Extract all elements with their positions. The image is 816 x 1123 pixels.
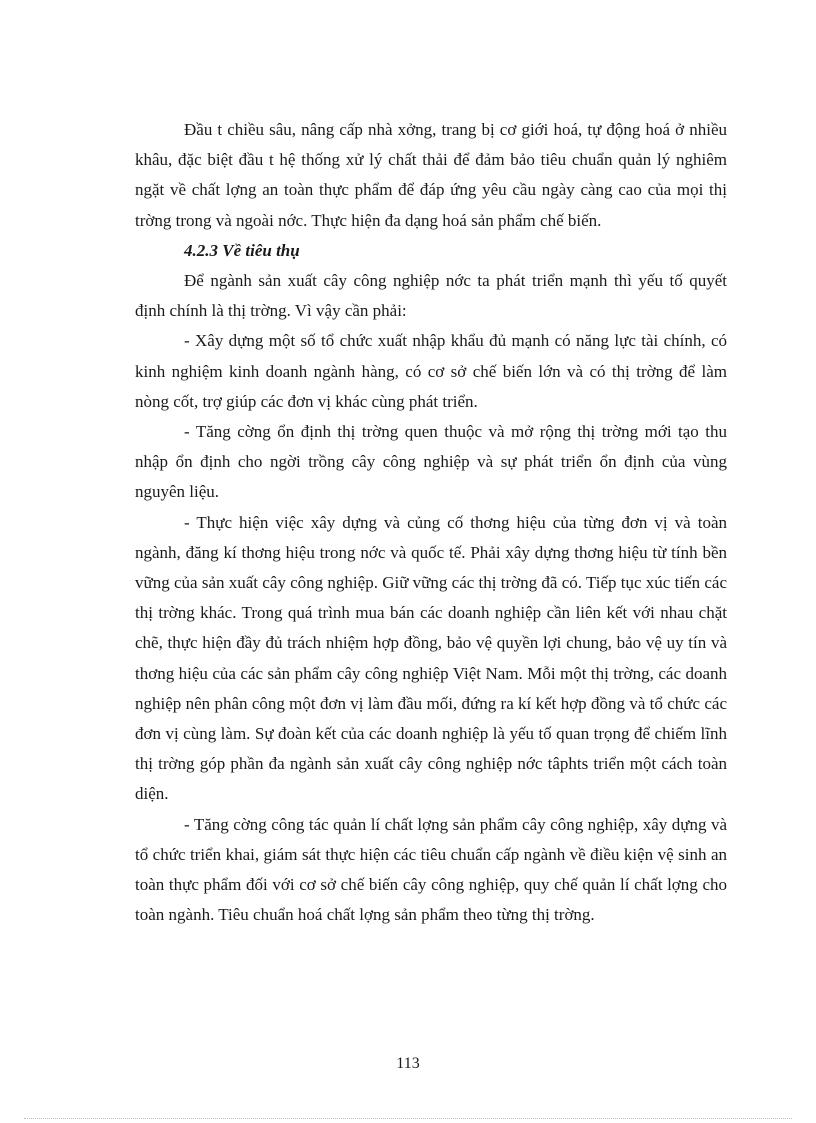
paragraph-brand-building: - Thực hiện việc xây dựng và củng cố thơng hiệu của từng đơn vị và toàn ngành, đăng kí thơng hiệu trong nớc và quốc tế. Phải xây dựng thơng hiệu từ tính bền vững của sản xuất cây công nghiệp. Giữ vững các thị trờng đã có. Tiếp tục xúc tiến các thị trờng khác. Trong quá trình mua bán các doanh nghiệp cần liên kết với nhau chặt chẽ, thực hiện đầy đủ trách nhiệm hợp đồng, bảo vệ quyền lợi chung, bảo vệ uy tín và thơng hiệu của các sản phẩm cây công nghiệp Việt Nam. Mỗi một thị trờng, các doanh nghiệp nên phân công một đơn vị làm đầu mối, đứng ra kí kết hợp đồng và tổ chức các đơn vị cùng làm. Sự đoàn kết của các doanh nghiệp là yếu tố quan trọng để chiếm lĩnh thị trờng góp phần đa ngành sản xuất cây công nghiệp nớc tâphts triển một cách toàn diện.	[135, 512, 727, 804]
body-text	[135, 115, 727, 930]
paragraph-intro: Để ngành sản xuất cây công nghiệp nớc ta phát triển mạnh thì yếu tố quyết định chính là thị trờng. Vì vậy cần phải:	[135, 271, 727, 321]
paragraph-quality-management: - Tăng cờng công tác quản lí chất lợng sản phẩm cây công nghiệp, xây dựng và tổ chức triển khai, giám sát thực hiện các tiêu chuẩn cấp ngành về điều kiện vệ sinh an toàn thực phẩm đối với cơ sở chế biến cây công nghiệp, quy chế quản lí chất lợng cho toàn ngành. Tiêu chuẩn hoá chất lợng sản phẩm theo từng thị trờng.	[135, 814, 727, 925]
page-bottom-divider	[24, 1118, 792, 1119]
paragraph-market-stability: - Tăng cờng ổn định thị trờng quen thuộc và mở rộng thị trờng mới tạo thu nhập ổn định cho ngời trồng cây công nghiệp và sự phát triển ổn định của vùng nguyên liệu.	[135, 422, 727, 502]
section-heading: 4.2.3 Về tiêu thụ	[184, 240, 300, 260]
paragraph-investment: Đầu t chiều sâu, nâng cấp nhà xởng, trang bị cơ giới hoá, tự động hoá ở nhiều khâu, đặc biệt đầu t hệ thống xử lý chất thải để đảm bảo tiêu chuẩn quản lý nghiêm ngặt về chất lợng an toàn thực phẩm để đáp ứng yêu cầu ngày càng cao của mọi thị trờng trong và ngoài nớc. Thực hiện đa dạng hoá sản phẩm chế biến.	[135, 120, 727, 230]
page-number: 113	[396, 1055, 420, 1072]
paragraph-export-organizations: - Xây dựng một số tổ chức xuất nhập khẩu đủ mạnh có năng lực tài chính, có kinh nghiệm kinh doanh ngành hàng, có cơ sở chế biến lớn và có thị trờng để làm nòng cốt, trợ giúp các đơn vị khác cùng phát triển.	[135, 331, 727, 411]
